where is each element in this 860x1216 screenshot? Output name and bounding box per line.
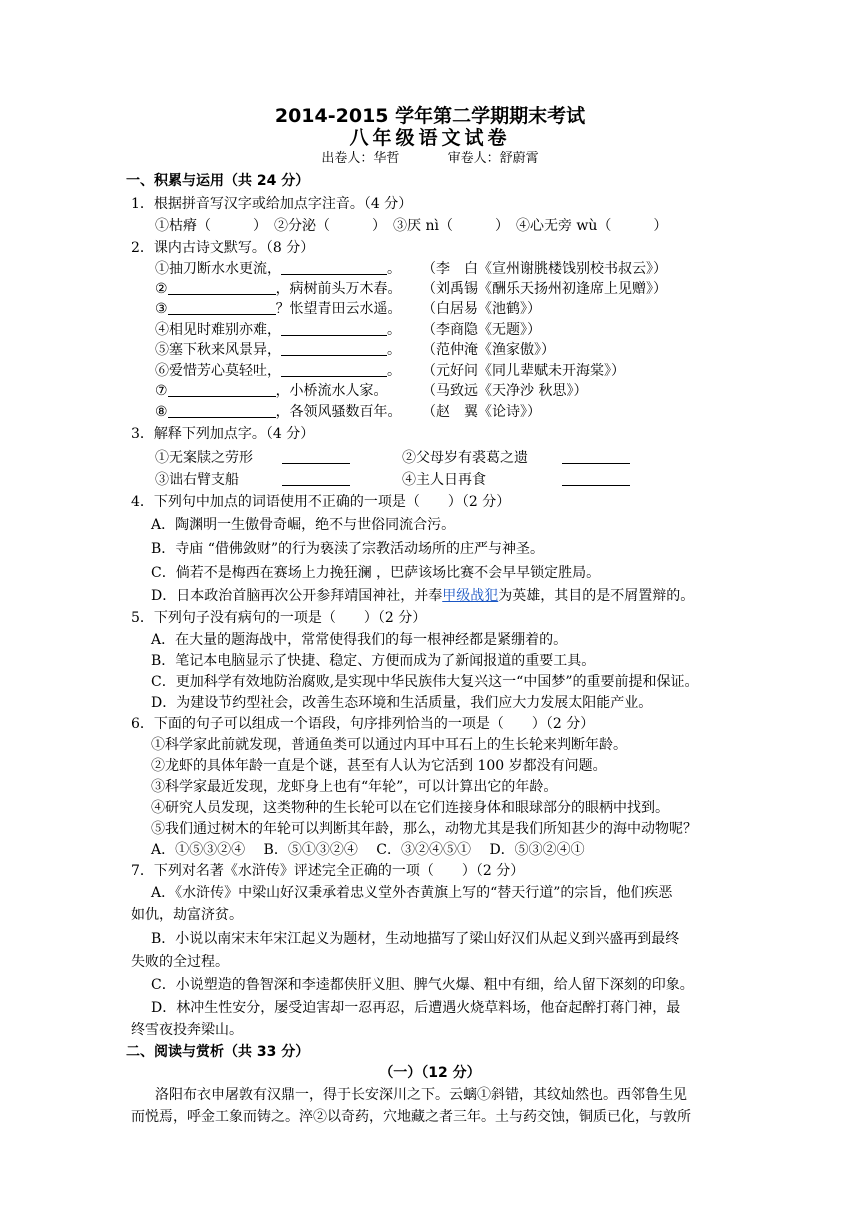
q3-item-b: ②父母岁有裘葛之遗 <box>402 450 528 466</box>
q1-stem: 1．根据拼音写汉字或给加点字注音。（4 分） <box>131 196 413 212</box>
q2-stem: 2．课内古诗文默写。（8 分） <box>131 240 315 256</box>
exam-title: 2014-2015 学年第二学期期末考试 <box>274 105 586 127</box>
q2-line-1: ①抽刀断水水更流， 。 <box>155 261 401 277</box>
q2-line-7: ⑦ ，小桥流水人家。 <box>155 383 388 399</box>
q2-line-8: ⑧ ，各领风骚数百年。 <box>155 404 402 420</box>
q7-stem: 7．下列对名著《水浒传》评述完全正确的一项（ ）（2 分） <box>131 863 525 879</box>
q6-sentence-4: ④研究人员发现，这类物种的生长轮可以在它们连接身体和眼球部分的眼柄中找到。 <box>151 800 669 816</box>
q5-option-a: A．在大量的题海战中，常常使得我们的每一根神经都是紧绷着的。 <box>151 632 568 648</box>
q6-sentence-3: ③科学家最近发现，龙虾身上也有“年轮”，可以计算出它的年龄。 <box>151 779 558 795</box>
q2-line-3: ③ ？怅望青田云水遥。 <box>155 301 402 317</box>
answer-blank[interactable] <box>168 382 276 397</box>
q4-option-a: A．陶渊明一生傲骨奇崛，绝不与世俗同流合污。 <box>151 517 456 533</box>
q2-source-7: （马致远《天净沙 秋思》） <box>422 383 588 399</box>
q4-option-d: D．日本政治首脑再次公开参拜靖国神社，并奉甲级战犯为英雄，其目的是不屑置辩的。 <box>151 588 695 604</box>
q4-option-b: B．寺庙 “借佛敛财”的行为亵渎了宗教活动场所的庄严与神圣。 <box>151 541 545 557</box>
q7-option-d-line2: 终雪夜投奔梁山。 <box>131 1022 243 1038</box>
q7-option-b-line1: B．小说以南宋末年宋江起义为题材，生动地描写了梁山好汉们从起义到兴盛再到最终 <box>151 931 680 947</box>
q7-option-a-line2: 如仇，劫富济贫。 <box>131 907 243 923</box>
q6-sentence-5: ⑤我们通过树木的年轮可以判断其年龄，那么，动物尤其是我们所知甚少的海中动物呢？ <box>151 821 697 837</box>
q2-source-4: （李商隐《无题》） <box>422 322 541 338</box>
q2-source-2: （刘禹锡《酬乐天扬州初逢席上见赠》） <box>422 281 667 297</box>
answer-blank[interactable] <box>168 300 276 315</box>
q6-options: A．①⑤③②④ B．⑤①③②④ C．③②④⑤① D．⑤③②④① <box>151 842 585 858</box>
q2-line-6: ⑥爱惜芳心莫轻吐， 。 <box>155 363 401 379</box>
answer-blank[interactable] <box>168 280 276 295</box>
q7-option-a-line1: A．《水浒传》中梁山好汉秉承着忠义堂外杏黄旗上写的“替天行道”的宗旨，他们疾恶 <box>151 885 673 901</box>
q3-item-a: ①无案牍之劳形 <box>155 450 253 466</box>
answer-blank[interactable] <box>281 341 387 356</box>
q2-line-2: ② ，病树前头万木春。 <box>155 281 402 297</box>
q2-line-5: ⑤塞下秋来风景异， 。 <box>155 342 401 358</box>
q7-option-b-line2: 失败的全过程。 <box>131 954 229 970</box>
answer-blank[interactable] <box>281 321 387 336</box>
q5-option-b: B．笔记本电脑显示了快捷、稳定、方便而成为了新闻报道的重要工具。 <box>151 653 596 669</box>
q3-stem: 3．解释下列加点字。（4 分） <box>131 426 315 442</box>
q2-source-3: （白居易《池鹤》） <box>422 301 541 317</box>
section2-heading: 二、阅读与赏析（共 33 分） <box>126 1044 310 1060</box>
q1-items: ①枯瘠（ ） ②分泌（ ） ③厌 nì（ ） ④心无旁 wù（ ） <box>155 218 668 234</box>
q2-source-1: （李 白《宣州谢朓楼饯别校书叔云》） <box>422 261 667 277</box>
q5-option-c: C．更加科学有效地防治腐败,是实现中华民族伟大复兴这一“中国梦”的重要前提和保证。 <box>151 674 699 690</box>
q4-stem: 4．下列句中加点的词语使用不正确的一项是（ ）（2 分） <box>131 494 511 510</box>
q7-option-c: C．小说塑造的鲁智深和李逵都侠肝义胆、脾气火爆、粗中有细，给人留下深刻的印象。 <box>151 977 694 993</box>
answer-blank[interactable] <box>562 471 630 486</box>
q6-stem: 6．下面的句子可以组成一个语段，句序排列恰当的一项是（ ）（2 分） <box>131 716 595 732</box>
q2-source-5: （范仲淹《渔家傲》） <box>422 342 555 358</box>
setter-label: 出卷人：华哲 <box>321 151 400 166</box>
q6-sentence-2: ②龙虾的具体年龄一直是个谜，甚至有人认为它活到 100 岁都没有问题。 <box>151 758 607 774</box>
answer-blank[interactable] <box>168 403 276 418</box>
q5-option-d: D．为建设节约型社会，改善生态环境和生活质量，我们应大力发展太阳能产业。 <box>151 695 653 711</box>
answer-blank[interactable] <box>562 449 630 464</box>
section2-part-heading: （一）（12 分） <box>379 1065 481 1081</box>
q7-option-d-line1: D．林冲生性安分，屡受迫害却一忍再忍，后遭遇火烧草料场，他奋起醉打蒋门神，最 <box>151 1000 681 1016</box>
q4-option-c: C．倘若不是梅西在赛场上力挽狂澜 ，巴萨该场比赛不会早早锁定胜局。 <box>151 565 601 581</box>
answer-blank[interactable] <box>281 362 387 377</box>
section1-heading: 一、积累与运用（共 24 分） <box>126 173 310 189</box>
passage-line-2: 而悦焉，呼金工象而铸之。淬②以奇药，穴地藏之者三年。土与药交蚀，铜质已化，与敦所 <box>131 1109 691 1125</box>
passage-line-1: 洛阳布衣申屠敦有汉鼎一，得于长安深川之下。云螭①斜错，其纹灿然也。西邻鲁生见 <box>155 1087 687 1103</box>
answer-blank[interactable] <box>281 260 387 275</box>
author-line <box>0 150 860 168</box>
q6-sentence-1: ①科学家此前就发现，普通鱼类可以通过内耳中耳石上的生长轮来判断年龄。 <box>151 737 627 753</box>
q5-stem: 5．下列句子没有病句的一项是（ ）（2 分） <box>131 610 427 626</box>
hyperlink-war-criminals[interactable]: 甲级战犯 <box>442 588 499 604</box>
exam-subtitle: 八年级语文试卷 <box>349 127 511 149</box>
q2-source-8: （赵 翼《论诗》） <box>422 404 541 420</box>
q2-source-6: （元好问《同儿辈赋未开海棠》） <box>422 363 625 379</box>
q2-line-4: ④相见时难别亦难， 。 <box>155 322 401 338</box>
answer-blank[interactable] <box>282 449 350 464</box>
q3-item-c: ③诎右臂支船 <box>155 472 239 488</box>
q3-item-d: ④主人日再食 <box>402 472 486 488</box>
answer-blank[interactable] <box>282 471 350 486</box>
reviewer-label: 审卷人：舒蔚霄 <box>447 151 539 166</box>
